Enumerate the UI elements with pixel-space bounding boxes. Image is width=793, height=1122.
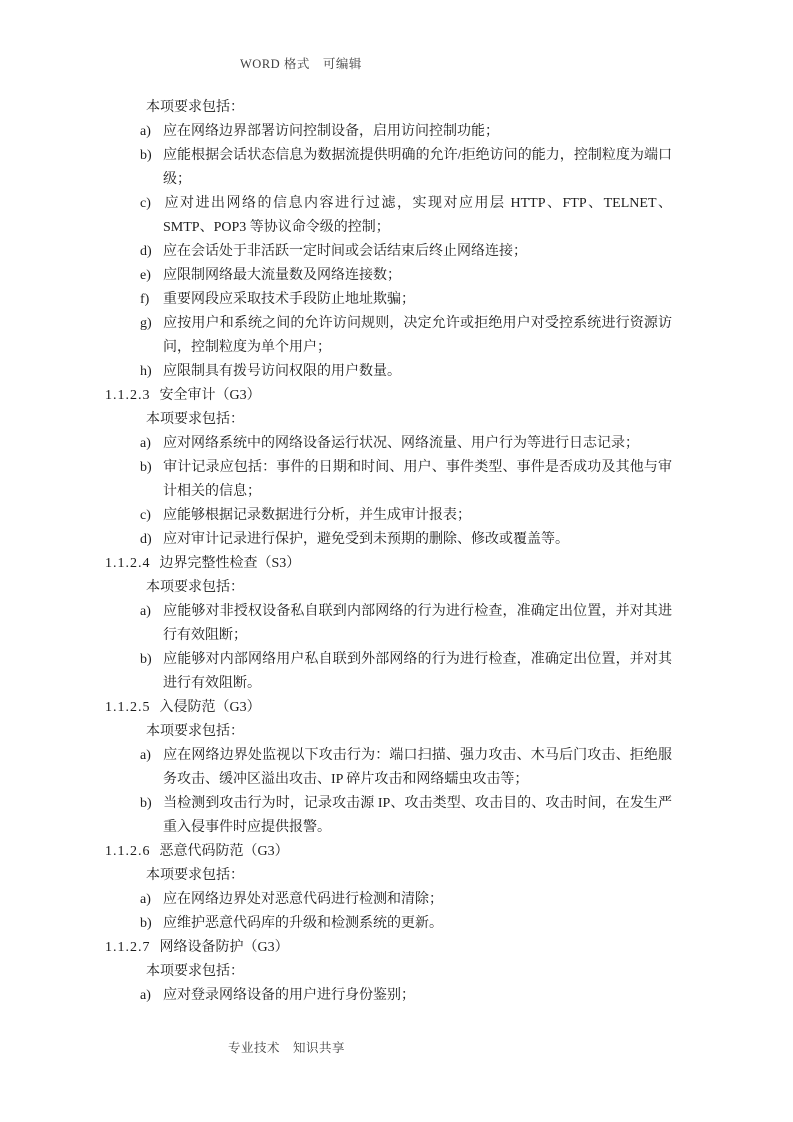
page-footer-text: 专业技术 知识共享 — [228, 1041, 346, 1055]
list-item-text: 应对进出网络的信息内容进行过滤，实现对应用层 HTTP、FTP、TELNET、SMTP、POP3 等协议命令级的控制； — [163, 196, 672, 235]
list-item — [140, 648, 672, 696]
section-heading — [105, 936, 672, 960]
document-body — [105, 96, 672, 1008]
list-item-label: e) — [140, 268, 151, 283]
list-item-text: 应能够对内部网络用户私自联到外部网络的行为进行检查，准确定出位置，并对其进行有效阻断。 — [163, 652, 672, 691]
list-item — [140, 432, 672, 456]
list-item — [140, 120, 672, 144]
list-item — [140, 528, 672, 552]
paragraph: 本项要求包括： — [146, 964, 244, 979]
list-item — [140, 144, 672, 192]
list-item-text: 当检测到攻击行为时，记录攻击源 IP、攻击类型、攻击目的、攻击时间，在发生严重入侵事件时应提供报警。 — [163, 796, 672, 835]
list-item — [140, 744, 672, 792]
section-heading — [105, 840, 672, 864]
paragraph: 本项要求包括： — [146, 100, 244, 115]
list-item-label: a) — [140, 436, 151, 451]
paragraph: 本项要求包括： — [146, 412, 244, 427]
section-heading-number: 1.1.2.3 — [105, 388, 151, 403]
list-item — [140, 192, 672, 240]
list-item-label: c) — [140, 196, 151, 211]
section-heading-title: 边界完整性检查（S3） — [159, 556, 301, 571]
section-heading — [105, 696, 672, 720]
list-item-label: a) — [140, 892, 151, 907]
list-item — [140, 312, 672, 360]
list-item — [140, 240, 672, 264]
list-item-text: 应能够根据记录数据进行分析，并生成审计报表； — [163, 508, 471, 523]
list-item — [140, 360, 672, 384]
list-item-label: b) — [140, 652, 152, 667]
list-item-text: 审计记录应包括：事件的日期和时间、用户、事件类型、事件是否成功及其他与审计相关的信息； — [163, 460, 672, 499]
list-item-text: 应能根据会话状态信息为数据流提供明确的允许/拒绝访问的能力，控制粒度为端口级； — [163, 148, 672, 187]
list-item-label: b) — [140, 460, 152, 475]
list-item-text: 应对网络系统中的网络设备运行状况、网络流量、用户行为等进行日志记录； — [163, 436, 639, 451]
list-item — [140, 456, 672, 504]
list-item-text: 应限制网络最大流量数及网络连接数； — [163, 268, 401, 283]
list-item-text: 重要网段应采取技术手段防止地址欺骗； — [163, 292, 415, 307]
list-item-label: c) — [140, 508, 151, 523]
section-heading-title: 网络设备防护（G3） — [159, 940, 289, 955]
list-item-label: d) — [140, 244, 152, 259]
section-heading-title: 入侵防范（G3） — [159, 700, 261, 715]
list-item-text: 应能够对非授权设备私自联到内部网络的行为进行检查，准确定出位置，并对其进行有效阻断； — [163, 604, 672, 643]
list-item — [140, 984, 672, 1008]
list-item-label: a) — [140, 988, 151, 1003]
section-heading-title: 恶意代码防范（G3） — [159, 844, 289, 859]
list-item — [140, 288, 672, 312]
list-item-text: 应在会话处于非活跃一定时间或会话结束后终止网络连接； — [163, 244, 527, 259]
list-item-label: b) — [140, 916, 152, 931]
paragraph: 本项要求包括： — [146, 580, 244, 595]
list-item — [140, 264, 672, 288]
list-item-text: 应维护恶意代码库的升级和检测系统的更新。 — [163, 916, 443, 931]
list-item-label: f) — [140, 292, 150, 307]
list-item-text: 应限制具有拨号访问权限的用户数量。 — [163, 364, 401, 379]
list-item-label: a) — [140, 748, 151, 763]
list-item-label: d) — [140, 532, 152, 547]
page-header-text: WORD 格式 可编辑 — [240, 57, 362, 71]
paragraph: 本项要求包括： — [146, 724, 244, 739]
list-item — [140, 888, 672, 912]
list-item-text: 应按用户和系统之间的允许访问规则，决定允许或拒绝用户对受控系统进行资源访问，控制粒度为单个用户； — [163, 316, 672, 355]
list-item-label: a) — [140, 604, 151, 619]
list-item-text: 应对审计记录进行保护，避免受到未预期的删除、修改或覆盖等。 — [163, 532, 569, 547]
section-heading-number: 1.1.2.4 — [105, 556, 151, 571]
list-item — [140, 792, 672, 840]
section-heading-number: 1.1.2.7 — [105, 940, 151, 955]
section-heading-number: 1.1.2.5 — [105, 700, 151, 715]
list-item-text: 应对登录网络设备的用户进行身份鉴别； — [163, 988, 415, 1003]
list-item-label: a) — [140, 124, 151, 139]
list-item-label: b) — [140, 796, 152, 811]
section-heading — [105, 552, 672, 576]
list-item-text: 应在网络边界处对恶意代码进行检测和清除； — [163, 892, 443, 907]
list-item-text: 应在网络边界处监视以下攻击行为：端口扫描、强力攻击、木马后门攻击、拒绝服务攻击、缓冲区溢出攻击、IP 碎片攻击和网络蠕虫攻击等； — [163, 748, 672, 787]
list-item-label: g) — [140, 316, 152, 331]
list-item — [140, 912, 672, 936]
section-heading-title: 安全审计（G3） — [159, 388, 261, 403]
list-item — [140, 504, 672, 528]
section-heading — [105, 384, 672, 408]
paragraph: 本项要求包括： — [146, 868, 244, 883]
section-heading-number: 1.1.2.6 — [105, 844, 151, 859]
list-item-text: 应在网络边界部署访问控制设备，启用访问控制功能； — [163, 124, 499, 139]
list-item — [140, 600, 672, 648]
list-item-label: b) — [140, 148, 152, 163]
list-item-label: h) — [140, 364, 152, 379]
